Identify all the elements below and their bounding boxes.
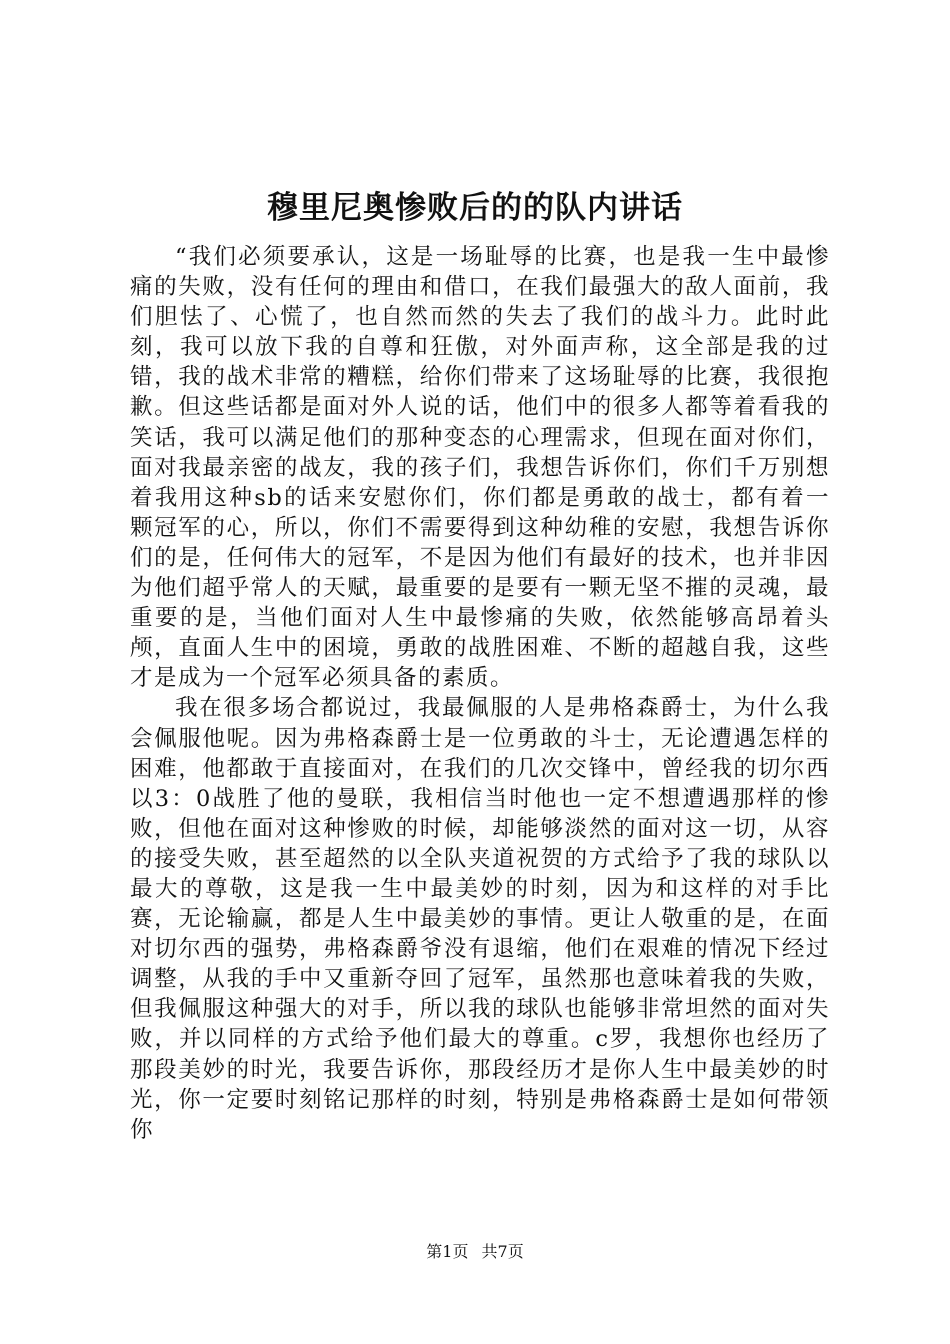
page-footer [0, 1241, 950, 1263]
document-title: 穆里尼奥惨败后的的队内讲话 [267, 190, 683, 226]
paragraph-2: 我在很多场合都说过，我最佩服的人是弗格森爵士，为什么我会佩服他呢。因为弗格森爵士是一位勇敢的斗士，无论遭遇怎样的困难，他都敢于直接面对，在我们的几次交锋中，曾经我的切尔西以3：0战胜了他的曼联，我相信当时他也一定不想遭遇那样的惨败，但他在面对这种惨败的时候，却能够淡然的面对这一切，从容的接受失败，甚至超然的以全队夹道祝贺的方式给予了我的球队以最大的尊敬，这是我一生中最美妙的时刻，因为和这样的对手比赛，无论输赢，都是人生中最美妙的事情。更让人敬重的是，在面对切尔西的强势，弗格森爵爷没有退缩，他们在艰难的情况下经过调整，从我的手中又重新夺回了冠军，虽然那也意味着我的失败，但我佩服这种强大的对手，所以我的球队也能够非常坦然的面对失败，并以同样的方式给予他们最大的尊重。c罗，我想你也经历了那段美妙的时光，我要告诉你，那段经历才是你人生中最美妙的时光，你一定要时刻铭记那样的时刻，特别是弗格森爵士是如何带领你 [130, 695, 830, 1143]
page-total: 共7页 [481, 1242, 524, 1261]
paragraph-1: “我们必须要承认，这是一场耻辱的比赛，也是我一生中最惨痛的失败，没有任何的理由和借口，在我们最强大的敌人面前，我们胆怯了、心慌了，也自然而然的失去了我们的战斗力。此时此刻，我可以放下我的自尊和狂傲，对外面声称，这全部是我的过错，我的战术非常的糟糕，给你们带来了这场耻辱的比赛，我很抱歉。但这些话都是面对外人说的话，他们中的很多人都等着看我的笑话，我可以满足他们的那种变态的心理需求，但现在面对你们，面对我最亲密的战友，我的孩子们，我想告诉你们，你们千万别想着我用这种sb的话来安慰你们，你们都是勇敢的战士，都有着一颗冠军的心，所以，你们不需要得到这种幼稚的安慰，我想告诉你们的是，任何伟大的冠军，不是因为他们有最好的技术，也并非因为他们超乎常人的天赋，最重要的是要有一颗无坚不摧的灵魂，最重要的是，当他们面对人生中最惨痛的失败，依然能够高昂着头颅，直面人生中的困境，勇敢的战胜困难、不断的超越自我，这些才是成为一个冠军必须具备的素质。 [130, 244, 830, 692]
page-number: 第1页 [426, 1242, 469, 1261]
document-body [130, 242, 830, 1145]
